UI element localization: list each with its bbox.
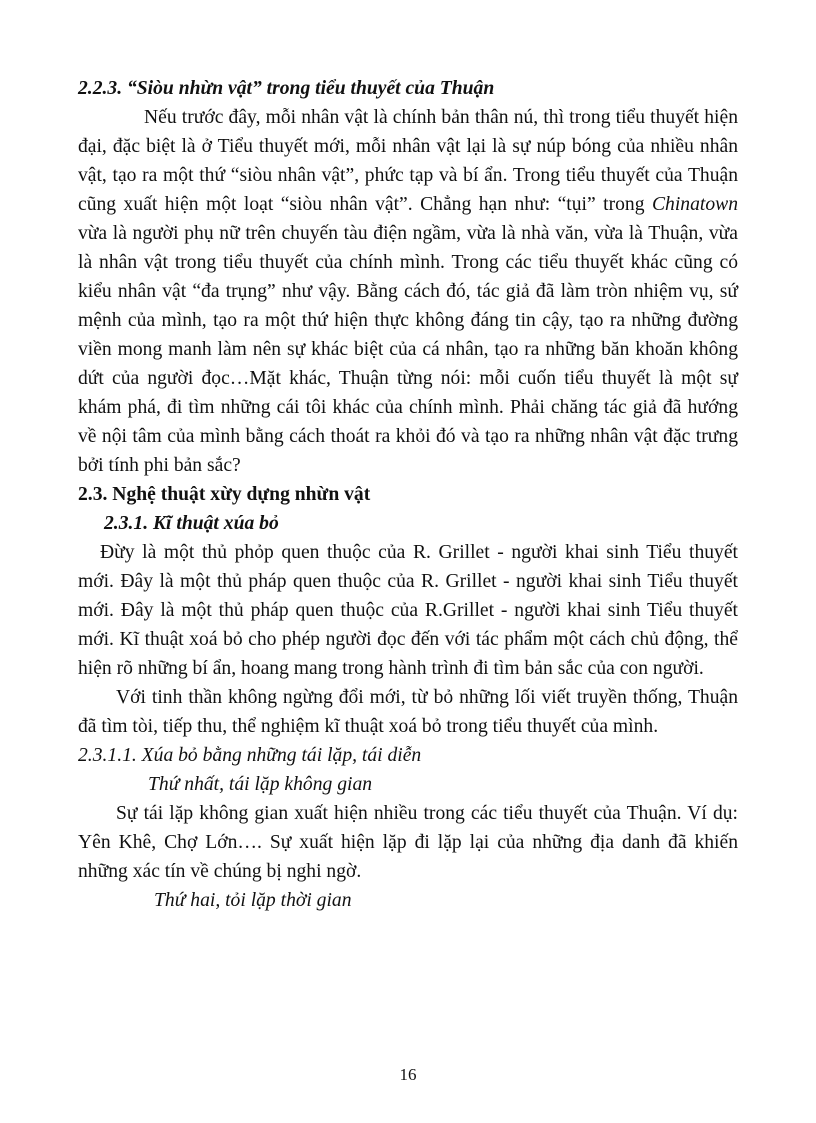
section-heading-2-3-1-1: 2.3.1.1. Xúa bỏ bằng những tái lặp, tái diễn: [78, 745, 422, 766]
paragraph-super-character: [78, 103, 738, 480]
page-number: 16: [399, 1065, 417, 1084]
book-title-chinatown: Chinatown: [651, 194, 738, 215]
section-heading-2-3-1: 2.3.1. Kĩ thuật xúa bỏ: [104, 513, 279, 534]
paragraph-text: vừa là người phụ nữ trên chuyến tàu điện ngầm, vừa là nhà văn, vừa là Thuận, vừa là nhân vật trong tiểu thuyết của chính mình. Trong các tiểu thuyết khác cũng có kiểu nhân vật “đa trụng” như vậy. Bằng cách đó, tác giả đã làm tròn nhiệm vụ, sứ mệnh của mình, tạo ra một thứ hiện thực không đáng tin cậy, tạo ra những đường viền mong manh làm nên sự khác biệt của cá nhân, tạo ra những băn khoăn không dứt của người đọc…Mặt khác, Thuận từng nói: mỗi cuốn tiểu thuyết là một sự khám phá, đi tìm những cái tôi khác của chính mình. Phải chăng tác giả đã hướng về nội tâm của mình bằng cách thoát ra khỏi đó và tạo ra những nhân vật đặc trưng bởi tính phi bản sắc?: [78, 223, 738, 476]
paragraph-text: Nếu trước đây, mỗi nhân vật là chính bản thân nú, thì trong tiểu thuyết hiện đại, đặc biệt là ở Tiểu thuyết mới, mỗi nhân vật lại là sự núp bóng của nhiều nhân vật, tạo ra một thứ “siòu nhân vật”, phức tạp và bí ẩn. Trong tiểu thuyết của Thuận cũng xuất hiện một loạt “siòu nhân vật”. Chẳng hạn như: “tụi” trong: [78, 107, 738, 215]
subheading-time-repetition: Thứ hai, tỏi lặp thời gian: [154, 890, 352, 911]
paragraph-innovation: Với tinh thần không ngừng đổi mới, từ bỏ những lối viết truyền thống, Thuận đã tìm tòi, tiếp thu, thể nghiệm kĩ thuật xoá bỏ trong tiểu thuyết của mình.: [78, 687, 738, 737]
section-heading-2-2-3: 2.2.3. “Siòu nhừn vật” trong tiểu thuyết của Thuận: [78, 78, 495, 99]
subheading-space-repetition: Thứ nhất, tái lặp không gian: [148, 774, 373, 795]
paragraph-erasure-technique: Đừy là một thủ phỏp quen thuộc của R. Grillet - người khai sinh Tiểu thuyết mới. Đây là một thủ pháp quen thuộc của R. Grillet - người khai sinh Tiểu thuyết mới. Đây là một thủ pháp quen thuộc của R.Grillet - người khai sinh Tiểu thuyết mới. Kĩ thuật xoá bỏ cho phép người đọc đến với tác phẩm một cách chủ động, thể hiện rõ những bí ẩn, hoang mang trong hành trình đi tìm bản sắc của con người.: [78, 542, 738, 679]
section-heading-2-3: 2.3. Nghệ thuật xừy dựng nhừn vật: [78, 484, 371, 505]
paragraph-space-repetition: Sự tái lặp không gian xuất hiện nhiều trong các tiểu thuyết của Thuận. Ví dụ: Yên Khê, Chợ Lớn…. Sự xuất hiện lặp đi lặp lại của những địa danh đã khiến những xác tín về chúng bị nghi ngờ.: [78, 803, 738, 882]
document-page: [78, 74, 738, 915]
